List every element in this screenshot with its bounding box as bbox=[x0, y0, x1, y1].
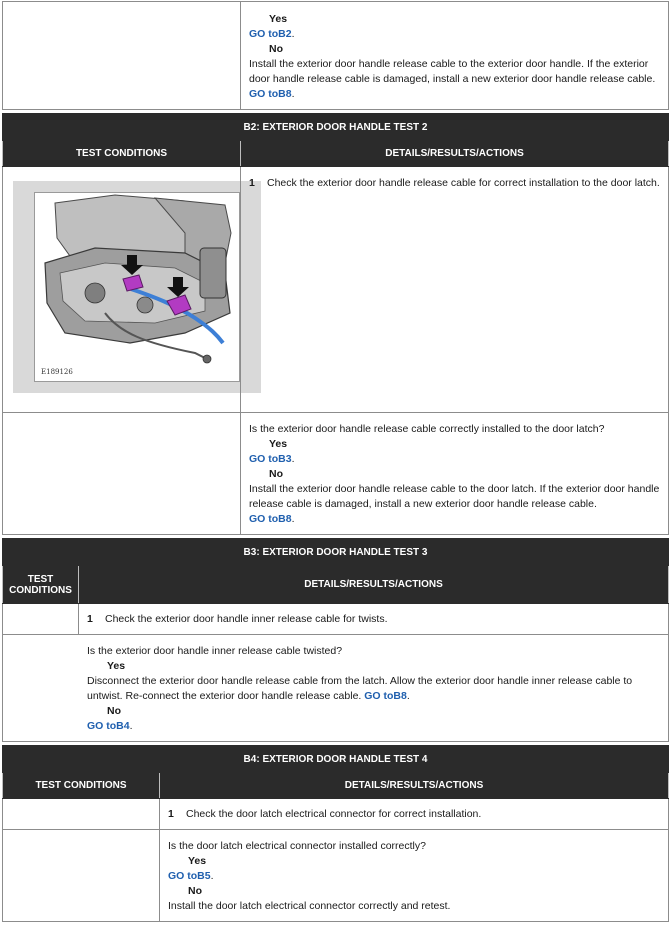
b2-no-text: Install the exterior door handle release cable to the door latch. If the exterior door handle release cable is damaged, install a new exterior door handle release cable. bbox=[249, 483, 660, 510]
b2-result-conditions-cell bbox=[3, 413, 241, 535]
b2-question: Is the exterior door handle release cable correctly installed to the door latch? bbox=[249, 423, 605, 435]
b4-col-details: DETAILS/RESULTS/ACTIONS bbox=[160, 773, 669, 799]
b3-title: B3: EXTERIOR DOOR HANDLE TEST 3 bbox=[3, 539, 669, 566]
b2-no-goto-link[interactable]: GO toB8 bbox=[249, 513, 292, 525]
b2-figure-frame bbox=[13, 181, 261, 393]
door-latch-drawing bbox=[35, 193, 239, 381]
b3-yes-text: Disconnect the exterior door handle release cable from the latch. Allow the exterior door handle inner release cable to untwist. Re-connect the exterior door handle release cable. bbox=[87, 675, 633, 702]
b3-col-test-line1: TEST bbox=[27, 573, 54, 585]
b4-question: Is the door latch electrical connector installed correctly? bbox=[168, 840, 426, 852]
page bbox=[0, 1, 670, 931]
b1-tail-table bbox=[2, 1, 669, 110]
b4-no-text: Install the door latch electrical connector correctly and retest. bbox=[168, 900, 451, 912]
b3-result-cell: Is the exterior door handle inner release cable twisted? Yes Disconnect the exterior door handle release cable from the latch. Allow the exterior door handle inner release cable to untwist. Re-connect the exterior door handle release cable. GO toB8. No GO toB4. bbox=[3, 635, 669, 742]
b3-no-label: No bbox=[107, 705, 121, 717]
b3-step-number: 1 bbox=[87, 613, 93, 625]
b1-no-label: No bbox=[269, 43, 283, 55]
b2-yes-label: Yes bbox=[269, 438, 288, 450]
b2-yes-goto-link[interactable]: GO toB3 bbox=[249, 453, 292, 465]
b2-col-test-conditions: TEST CONDITIONS bbox=[3, 141, 241, 167]
b3-no-goto-link[interactable]: GO toB4 bbox=[87, 720, 130, 732]
b3-step-cell bbox=[79, 604, 669, 635]
b2-col-details: DETAILS/RESULTS/ACTIONS bbox=[241, 141, 669, 167]
b3-table bbox=[2, 538, 669, 742]
b2-figure-cell bbox=[3, 167, 241, 413]
b3-step-text: Check the exterior door handle inner release cable for twists. bbox=[105, 613, 388, 625]
b2-table bbox=[2, 113, 669, 535]
b4-yes-label: Yes bbox=[188, 855, 207, 867]
b4-result-cell: Is the door latch electrical connector installed correctly? Yes GO toB5. No Install the door latch electrical connector correctly and retest. bbox=[160, 830, 669, 922]
b2-step-cell bbox=[241, 167, 669, 413]
b1-no-text: Install the exterior door handle release cable to the exterior door handle. If the exterior door handle release cable is damaged, install a new exterior door handle release cable. bbox=[249, 58, 656, 85]
b2-no-label: No bbox=[269, 468, 283, 480]
b4-step-cell bbox=[160, 799, 669, 830]
b1-yes-goto-link[interactable]: GO toB2 bbox=[249, 28, 292, 40]
b4-title: B4: EXTERIOR DOOR HANDLE TEST 4 bbox=[3, 746, 669, 773]
door-latch-illustration bbox=[34, 192, 240, 382]
b4-result-conditions-cell bbox=[3, 830, 160, 922]
b3-yes-label: Yes bbox=[107, 660, 126, 672]
b2-step-number: 1 bbox=[249, 177, 255, 189]
b1-no-goto-link[interactable]: GO toB8 bbox=[249, 88, 292, 100]
b2-result-cell: Is the exterior door handle release cable correctly installed to the door latch? Yes GO toB3. No Install the exterior door handle release cable to the door latch. If the exterior door handle release cable is damaged, install a new exterior door handle release cable. GO toB8. bbox=[241, 413, 669, 535]
b3-col-details: DETAILS/RESULTS/ACTIONS bbox=[79, 566, 669, 604]
b3-col-test-line2: CONDITIONS bbox=[9, 584, 72, 596]
b4-col-test-conditions: TEST CONDITIONS bbox=[3, 773, 160, 799]
b2-step-text: Check the exterior door handle release cable for correct installation to the door latch. bbox=[267, 177, 660, 189]
b1-yes-label: Yes bbox=[269, 13, 288, 25]
figure-id-label: E189126 bbox=[41, 368, 73, 376]
b3-col-test-conditions bbox=[3, 566, 79, 604]
b1-tail-conditions-cell bbox=[3, 2, 241, 110]
b3-step-conditions-cell bbox=[3, 604, 79, 635]
b3-question: Is the exterior door handle inner release cable twisted? bbox=[87, 645, 343, 657]
b4-step-text: Check the door latch electrical connector for correct installation. bbox=[186, 808, 482, 820]
b4-no-label: No bbox=[188, 885, 202, 897]
b4-table bbox=[2, 745, 669, 922]
b3-yes-goto-link[interactable]: GO toB8 bbox=[364, 690, 407, 702]
b4-step-number: 1 bbox=[168, 808, 174, 820]
b1-tail-results-cell: Yes GO toB2. No Install the exterior door handle release cable to the exterior door handle. If the exterior door handle release cable is damaged, install a new exterior door handle release cable. GO toB8. bbox=[241, 2, 669, 110]
b2-title: B2: EXTERIOR DOOR HANDLE TEST 2 bbox=[3, 114, 669, 141]
b4-step-conditions-cell bbox=[3, 799, 160, 830]
b4-yes-goto-link[interactable]: GO toB5 bbox=[168, 870, 211, 882]
